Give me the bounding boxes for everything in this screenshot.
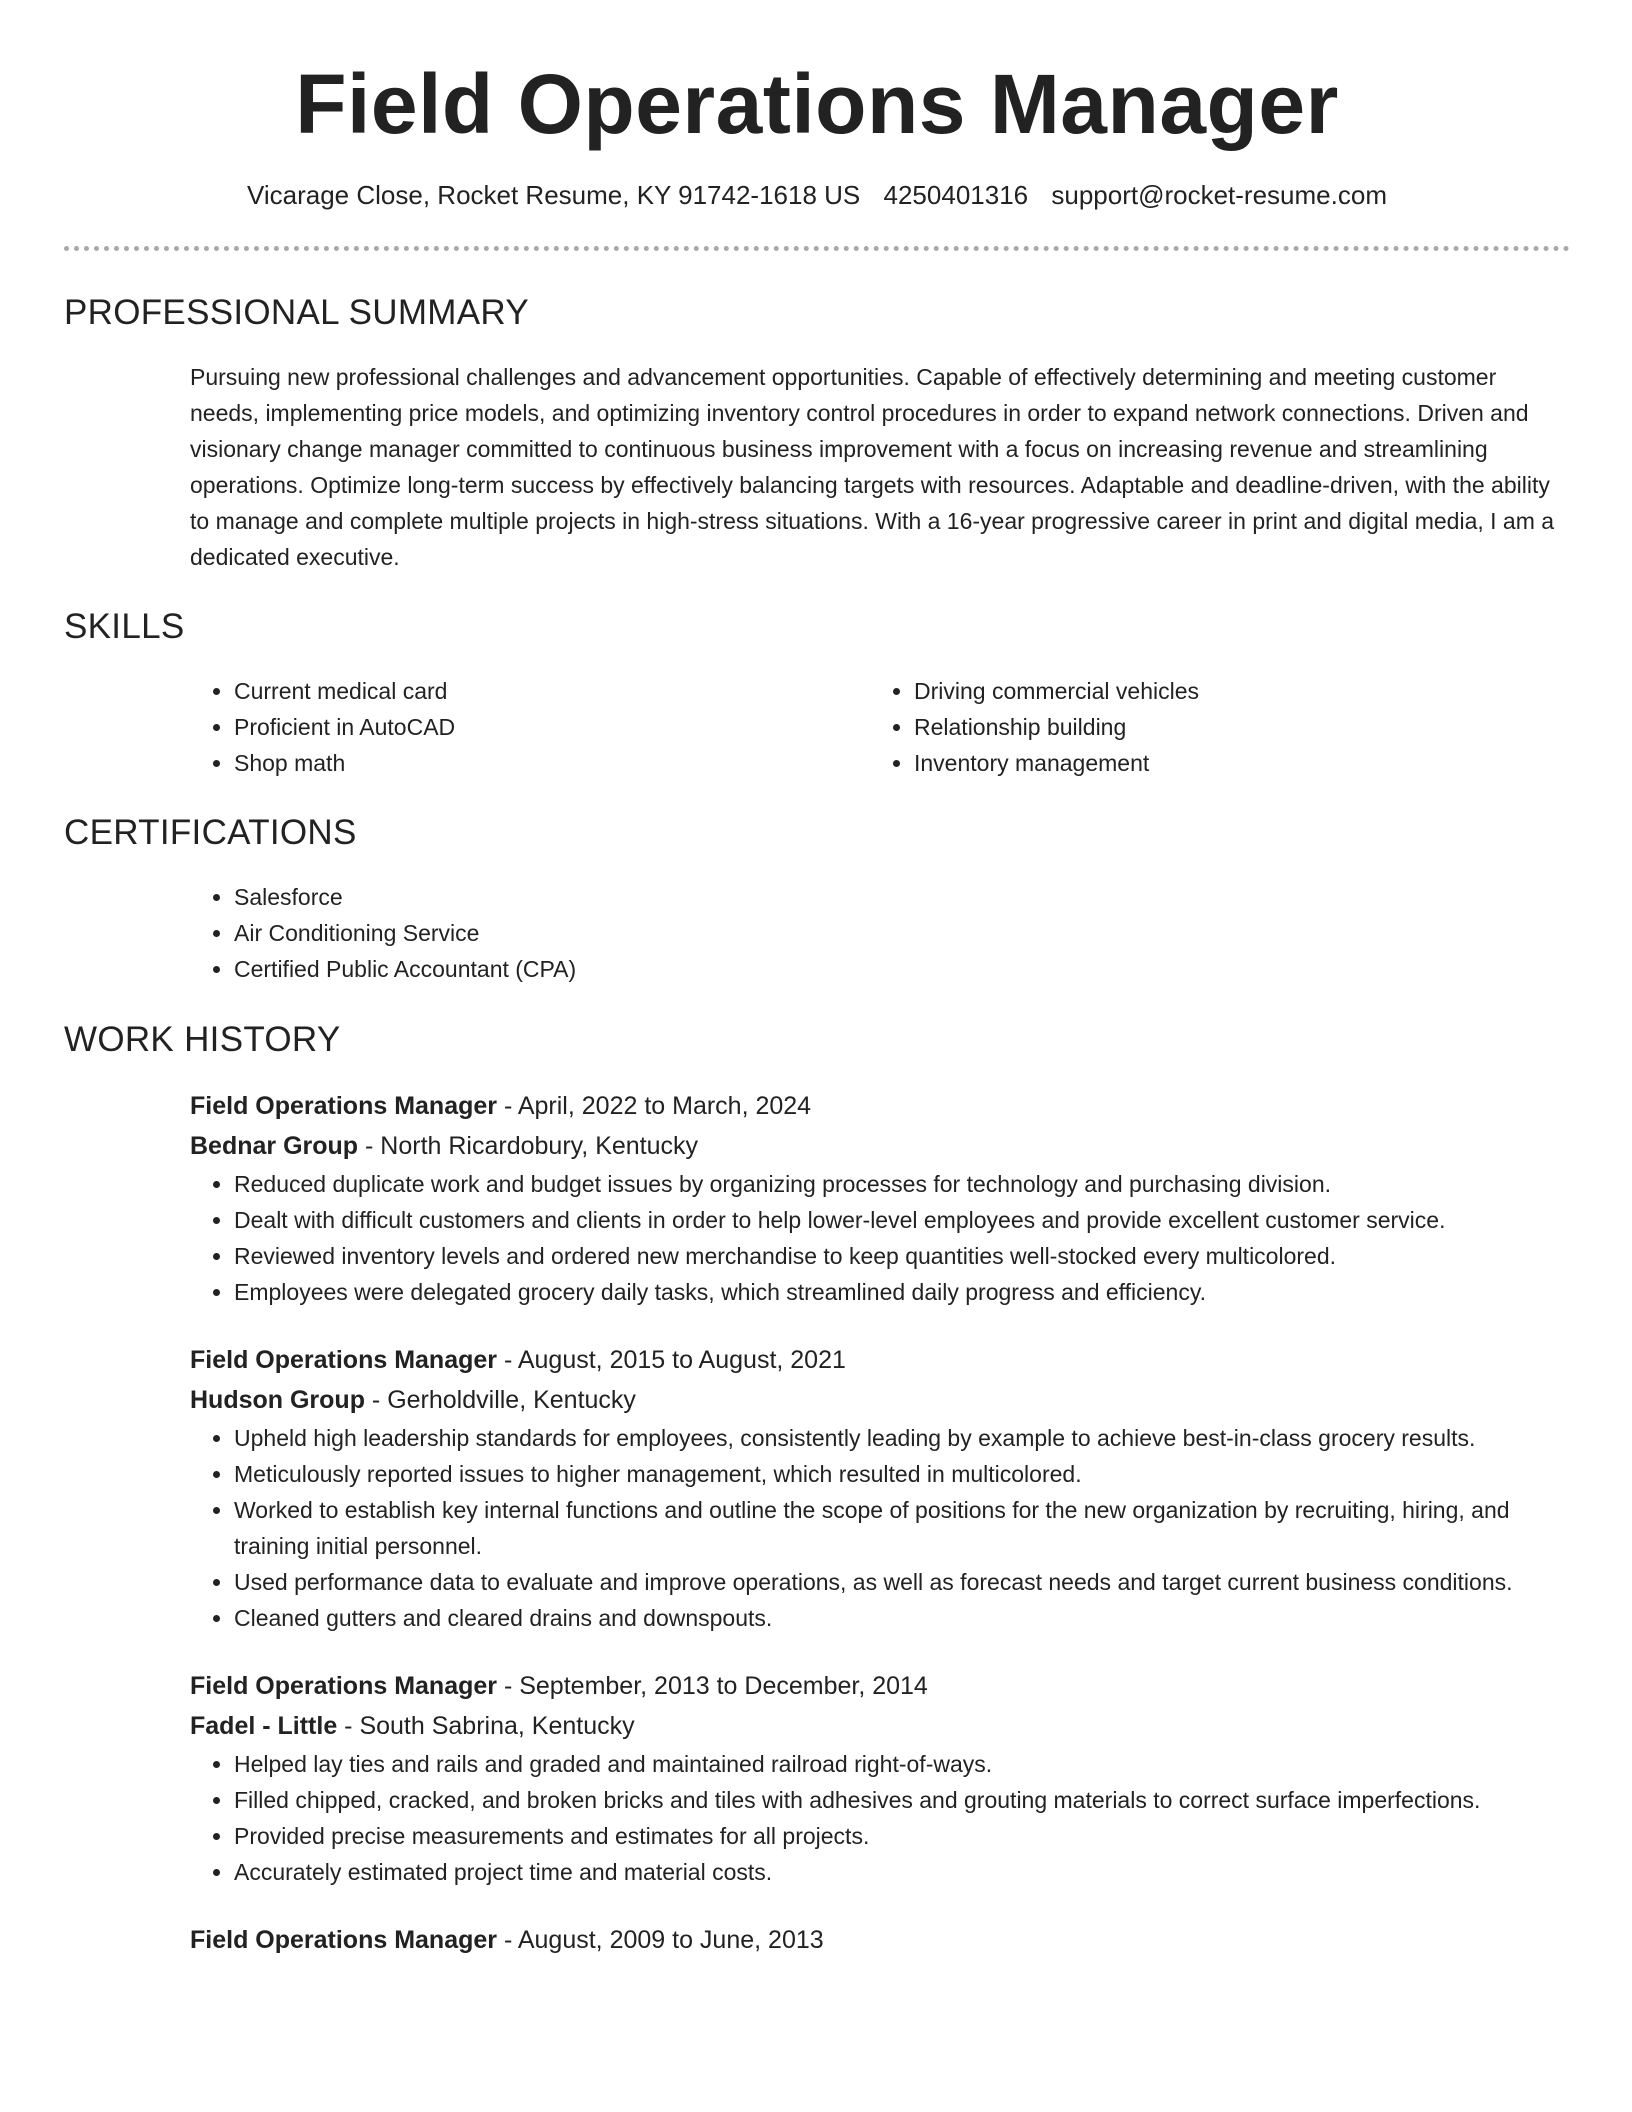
job-title-line <box>190 1666 1570 1706</box>
work-history-heading: WORK HISTORY <box>64 1020 341 1059</box>
job-bullet: • Reduced duplicate work and budget issues by organizing processes for technology and purchasing division. <box>234 1166 1570 1202</box>
skill-item: • Shop math <box>234 745 870 781</box>
job-bullet: • Provided precise measurements and estimates for all projects. <box>234 1818 1570 1854</box>
contact-phone: 4250401316 <box>883 180 1029 210</box>
job-bullet: • Employees were delegated grocery daily tasks, which streamlined daily progress and efficiency. <box>234 1274 1570 1310</box>
job-bullet: • Reviewed inventory levels and ordered new merchandise to keep quantities well-stocked every multicolored. <box>234 1238 1570 1274</box>
job-role: Field Operations Manager <box>190 1092 498 1120</box>
job-entry <box>190 1666 1570 1890</box>
contact-line <box>64 178 1570 212</box>
job-role: Field Operations Manager <box>190 1346 498 1374</box>
job-bullet: • Filled chipped, cracked, and broken bricks and tiles with adhesives and grouting materials to correct surface imperfections. <box>234 1782 1570 1818</box>
certification-item: • Air Conditioning Service <box>234 915 1570 951</box>
certifications-heading: CERTIFICATIONS <box>64 813 357 852</box>
job-bullet: • Helped lay ties and rails and graded and maintained railroad right-of-ways. <box>234 1746 1570 1782</box>
summary-section <box>190 359 1570 575</box>
job-company-line <box>190 1126 1570 1166</box>
job-entry <box>190 1340 1570 1636</box>
job-role: Field Operations Manager <box>190 1926 498 1954</box>
job-role: Field Operations Manager <box>190 1672 498 1700</box>
job-dates: - April, 2022 to March, 2024 <box>497 1092 812 1120</box>
job-dates: - August, 2009 to June, 2013 <box>497 1926 824 1954</box>
summary-heading: PROFESSIONAL SUMMARY <box>64 293 529 332</box>
job-company-line <box>190 1706 1570 1746</box>
job-location: - South Sabrina, Kentucky <box>337 1712 635 1740</box>
job-entry <box>190 1920 1570 1960</box>
skill-item: • Inventory management <box>914 745 1550 781</box>
job-title-line <box>190 1920 1570 1960</box>
job-location: - North Ricardobury, Kentucky <box>358 1132 699 1160</box>
skills-heading: SKILLS <box>64 607 185 646</box>
job-dates: - September, 2013 to December, 2014 <box>497 1672 928 1700</box>
skills-section <box>190 673 1570 781</box>
job-company: Hudson Group <box>190 1386 365 1414</box>
job-bullet: • Accurately estimated project time and material costs. <box>234 1854 1570 1890</box>
job-title-line <box>190 1340 1570 1380</box>
skill-item: • Current medical card <box>234 673 870 709</box>
contact-address: Vicarage Close, Rocket Resume, KY 91742-1618 US <box>247 180 861 210</box>
job-bullet: • Cleaned gutters and cleared drains and downspouts. <box>234 1600 1570 1636</box>
certifications-section <box>190 879 1570 987</box>
job-company-line <box>190 1380 1570 1420</box>
job-bullet: • Worked to establish key internal functions and outline the scope of positions for the new organization by recruiting, hiring, and training initial personnel. <box>234 1492 1570 1564</box>
certification-item: • Certified Public Accountant (CPA) <box>234 951 1570 987</box>
job-company: Fadel - Little <box>190 1712 338 1740</box>
skill-item: • Relationship building <box>914 709 1550 745</box>
job-entry <box>190 1086 1570 1310</box>
job-dates: - August, 2015 to August, 2021 <box>497 1346 846 1374</box>
header-divider <box>64 246 1570 251</box>
resume-page <box>64 0 1570 1960</box>
resume-name: Field Operations Manager <box>295 57 1339 151</box>
skill-item: • Driving commercial vehicles <box>914 673 1550 709</box>
skill-item: • Proficient in AutoCAD <box>234 709 870 745</box>
summary-text: Pursuing new professional challenges and advancement opportunities. Capable of effectively determining and meeting customer needs, implementing price models, and optimizing inventory control procedures in order to expand network connections. Driven and visionary change manager committed to continuous business improvement with a focus on increasing revenue and streamlining operations. Optimize long-term success by effectively balancing targets with resources. Adaptable and deadline-driven, with the ability to manage and complete multiple projects in high-stress situations. With a 16-year progressive career in print and digital media, I am a dedicated executive. <box>190 364 1555 570</box>
job-title-line <box>190 1086 1570 1126</box>
certification-item: • Salesforce <box>234 879 1570 915</box>
job-bullet: • Dealt with difficult customers and clients in order to help lower-level employees and provide excellent customer service. <box>234 1202 1570 1238</box>
contact-email: support@rocket-resume.com <box>1051 180 1387 210</box>
job-location: - Gerholdville, Kentucky <box>364 1386 636 1414</box>
skills-column-right <box>870 673 1550 781</box>
skills-column-left <box>190 673 870 781</box>
job-bullet: • Upheld high leadership standards for employees, consistently leading by example to achieve best-in-class grocery results. <box>234 1420 1570 1456</box>
work-history-section <box>190 1086 1570 1960</box>
job-bullet: • Meticulously reported issues to higher management, which resulted in multicolored. <box>234 1456 1570 1492</box>
job-company: Bednar Group <box>190 1132 359 1160</box>
job-bullet: • Used performance data to evaluate and improve operations, as well as forecast needs and target current business conditions. <box>234 1564 1570 1600</box>
